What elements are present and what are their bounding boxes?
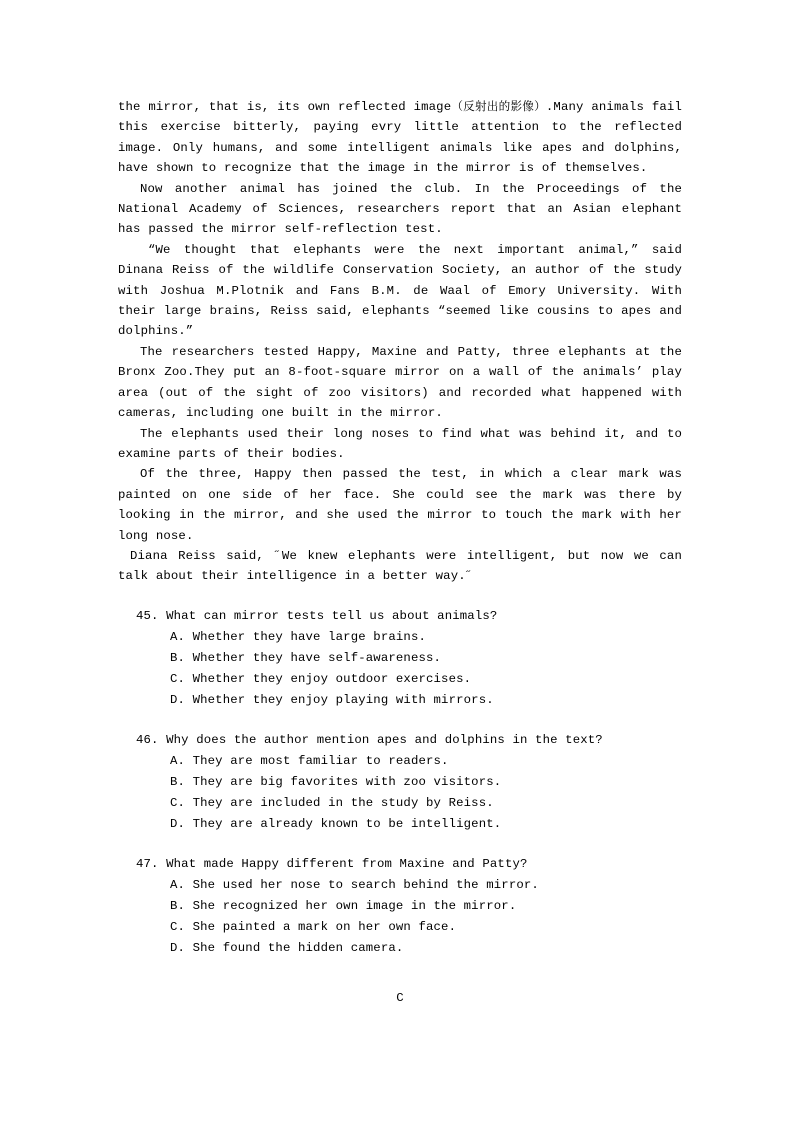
paragraph-1-text-after: .Many animals fail this exercise bitterly, paying evry little attention to the reflected image. Only humans, and some intelligent animals like apes and dolphins, have shown to recognize that the image in the mirror is of themselves.: [118, 100, 682, 176]
paragraph-6: Of the three, Happy then passed the test, in which a clear mark was painted on one side of her face. She could see the mark was there by looking in the mirror, and she used the mirror to touch the mark with her long nose.: [118, 467, 682, 543]
question-47-option-b: B. She recognized her own image in the mirror.: [170, 898, 517, 913]
question-45: [118, 606, 682, 711]
question-47-option-c: C. She painted a mark on her own face.: [170, 919, 457, 934]
question-45-option-a: A. Whether they have large brains.: [170, 629, 426, 644]
question-45-option-d: D. Whether they enjoy playing with mirrors.: [170, 692, 494, 707]
question-46-option-b: B. They are big favorites with zoo visitors.: [170, 774, 502, 789]
question-45-option-c: C. Whether they enjoy outdoor exercises.: [170, 671, 472, 686]
question-47-option-d: D. She found the hidden camera.: [170, 940, 404, 955]
question-47-text: What made Happy different from Maxine and Patty?: [166, 856, 528, 871]
question-46-option-d: D. They are already known to be intelligent.: [170, 816, 502, 831]
question-46-text: Why does the author mention apes and dolphins in the text?: [166, 732, 603, 747]
question-45-stem: [118, 606, 682, 627]
paragraph-2: Now another animal has joined the club. In the Proceedings of the National Academy of Sciences, researchers report that an Asian elephant has passed the mirror self-reflection test.: [118, 181, 682, 237]
question-47: [118, 854, 682, 959]
question-47-option-a: A. She used her nose to search behind the mirror.: [170, 877, 539, 892]
question-46-stem: [118, 730, 682, 751]
question-45-number: 45.: [136, 608, 159, 623]
paragraph-4: The researchers tested Happy, Maxine and Patty, three elephants at the Bronx Zoo.They put an 8-foot-square mirror on a wall of the animals’ play area (out of the sight of zoo visitors) and recorded what happened with cameras, including one built in the mirror.: [118, 344, 682, 421]
paragraph-5: The elephants used their long noses to find what was behind it, and to examine parts of their bodies.: [118, 426, 682, 461]
question-47-number: 47.: [136, 856, 159, 871]
question-46-option-c: C. They are included in the study by Reiss.: [170, 795, 494, 810]
page-footer-mark: C: [396, 991, 404, 1005]
paragraph-1: [118, 96, 682, 179]
question-46-option-a: A. They are most familiar to readers.: [170, 753, 449, 768]
question-45-text: What can mirror tests tell us about animals?: [166, 608, 498, 623]
paragraph-7: Diana Reiss said, ˝We knew elephants were intelligent, but now we can talk about their intelligence in a better way.˝: [118, 548, 682, 584]
document-body: [118, 96, 682, 1005]
question-45-option-b: B. Whether they have self-awareness.: [170, 650, 442, 665]
paragraph-3: “We thought that elephants were the next important animal,” said Dinana Reiss of the wildlife Conservation Society, an author of the study with Joshua M.Plotnik and Fans B.M. de Waal of Emory University. With their large brains, Reiss said, elephants “seemed like cousins to apes and dolphins.”: [118, 242, 682, 339]
paragraph-1-text-before: the mirror, that is, its own reflected image: [118, 100, 452, 114]
question-46: [118, 730, 682, 835]
paragraph-1-chinese-gloss: （反射出的影像）: [451, 99, 546, 113]
question-47-stem: [118, 854, 682, 875]
question-46-number: 46.: [136, 732, 159, 747]
